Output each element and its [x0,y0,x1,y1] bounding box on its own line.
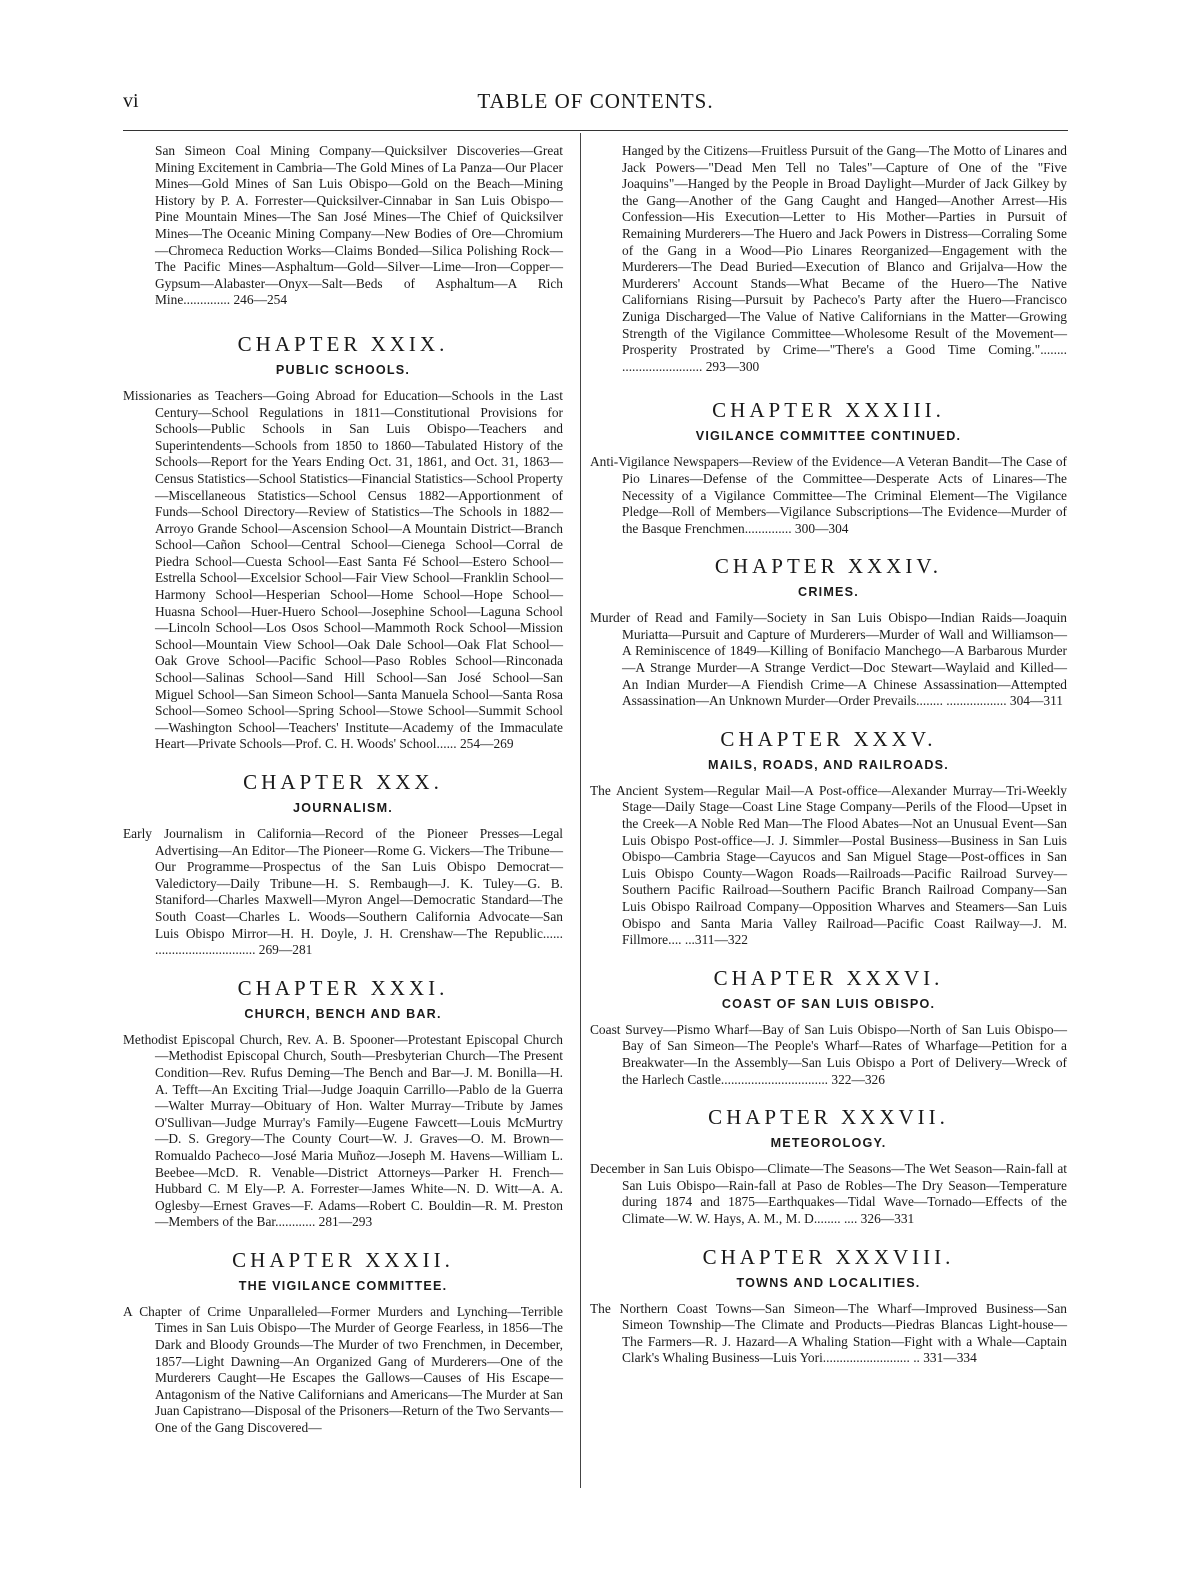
toc-entry-30: Early Journalism in California—Record of the Pioneer Presses—Legal Advertising—An Editor—The Pioneer—Rome G. Vickers—The Tribune—Our Programme—Prospectus of the San Luis Obispo Democrat—Valedictory—Daily Tribune—H. S. Rembaugh—J. K. Tuley—G. B. Staniford—Charles Maxwell—Myron Angel—Democratic Standard—The South Coast—Charles L. Woods—Southern California Advocate—San Luis Obispo Mirror—H. H. Doyle, J. H. Crenshaw—The Republic...... .............................. 269—281 [123,826,563,958]
toc-entry-continued: San Simeon Coal Mining Company—Quicksilver Discoveries—Great Mining Excitement in Cambria—The Gold Mines of La Panza—Our Placer Mines—Gold Mines of San Luis Obispo—Gold on the Beach—Mining History by P. A. Forrester—Quicksilver-Cinnabar in San Luis Obispo—Pine Mountain Mines—The San José Mines—The Chief of Quicksilver Mines—The Oceanic Mining Company—New Bodies of Ore—Chromium—Chromeca Reduction Works—Claims Bonded—Silica Polishing Rock—The Pacific Mines—Asphaltum—Gold—Silver—Lime—Iron—Copper—Gypsum—Alabaster—Onyx—Salt—Beds of Asphaltum—A Rich Mine.............. 246—254 [155,143,563,308]
chapter-subject-29: PUBLIC SCHOOLS. [275,362,411,377]
chapter-subject-31: CHURCH, BENCH AND BAR. [244,1006,442,1021]
chapter-heading-38: CHAPTER XXXVIII. [702,1244,955,1269]
header-rule [123,130,1068,131]
toc-entry-36: Coast Survey—Pismo Wharf—Bay of San Luis Obispo—North of San Luis Obispo—Bay of San Simeon—The People's Wharf—Rates of Wharfage—Petition for a Breakwater—In the Assembly—San Luis Obispo a Port of Delivery—Wreck of the Harlech Castle................................ 322—326 [590,1021,1067,1087]
chapter-subject-36: COAST OF SAN LUIS OBISPO. [721,996,936,1011]
chapter-heading-37: CHAPTER XXXVII. [708,1105,949,1130]
chapter-subject-38: TOWNS AND LOCALITIES. [736,1275,921,1290]
toc-entry-33: Anti-Vigilance Newspapers—Review of the Evidence—A Veteran Bandit—The Case of Pio Linares—Defense of the Committee—Desperate Acts of Linares—The Necessity of a Vigilance Committee—The Criminal Element—The Vigilance Pledge—Roll of Members—Vigilance Subscriptions—The Evidence—Murder of the Basque Frenchmen.............. 300—304 [590,454,1067,536]
running-head-title: TABLE OF CONTENTS. [477,89,714,113]
chapter-heading-35: CHAPTER XXXV. [720,726,937,751]
column-divider [580,133,581,1488]
page-number: vi [123,90,139,112]
chapter-subject-30: JOURNALISM. [293,801,393,815]
chapter-subject-34: CRIMES. [798,585,859,600]
right-column [590,143,1067,1367]
toc-entry-29: Missionaries as Teachers—Going Abroad for Education—Schools in the Last Century—School Regulations in 1811—Constitutional Provisions for Schools—Public Schools in San Luis Obispo—Teachers and Superintendents—Schools from 1850 to 1860—Tabulated History of the Schools—Report for the Years Ending Oct. 31, 1861, and Oct. 31, 1863—Census Statistics—School Statistics—Financial Statistics—School Property—Miscellaneous Statistics—School Census 1882—Apportionment of Funds—School Directory—Review of Statistics—The Schools in 1882—Arroyo Grande School—Ascension School—A Mountain District—Branch School—Cañon School—Central School—Cienega School—Corral de Piedra School—Cuesta School—East Santa Fé School—Estero School—Estrella School—Excelsior School—Fair View School—Franklin School—Harmony School—Hesperian School—Home School—Hope School—Huasna School—Huer-Huero School—Josephine School—Laguna School—Lincoln School—Los Osos School—Mammoth Rock School—Mission School—Mountain View School—Oak Dale School—Oak Flat School—Oak Grove School—Pacific School—Paso Robles School—Rinconada School—Salinas School—Sand Hill School—San José School—San Miguel School—San Simeon School—Santa Manuela School—Santa Rosa School—Someo School—Spring School—Stowe School—Summit School—Washington School—Teachers' Institute—Academy of the Immaculate Heart—Private Schools—Prof. C. H. Woods' School...... 254—269 [123,387,563,752]
toc-entry-35: The Ancient System—Regular Mail—A Post-office—Alexander Murray—Tri-Weekly Stage—Daily Stage—Coast Line Stage Company—Perils of the Flood—Upset in the Creek—A Noble Red Man—The Flood Abates—Not an Unusual Event—San Luis Obispo Post-office—J. J. Simmler—Postal Business—Business in San Luis Obispo—Cambria Stage—Cayucos and San Miguel Stage—Post-offices in San Luis Obispo County—Wagon Roads—Railroads—Pacific Railroad Survey—Southern Pacific Railroad—Southern Pacific Branch Railroad Company—San Luis Obispo Railroad Company—Opposition Wharves and Steamers—San Luis Obispo and Santa Maria Valley Railroad—Pacific Coast Railway—J. M. Fillmore.... ...311—322 [590,782,1067,948]
chapter-subject-33: VIGILANCE COMMITTEE CONTINUED. [695,429,962,444]
chapter-subject-37: METEOROLOGY. [770,1136,887,1151]
toc-entry-38: The Northern Coast Towns—San Simeon—The Wharf—Improved Business—San Simeon Township—The Climate and Products—Piedras Blancas Light-house—The Farmers—R. J. Hazard—A Whaling Station—Fight with a Whale—Captain Clark's Whaling Business—Luis Yori.......................... .. 331—334 [590,1300,1067,1366]
chapter-heading-32: CHAPTER XXXII. [232,1247,454,1272]
chapter-heading-29: CHAPTER XXIX. [237,331,449,356]
toc-entry-continued-32: Hanged by the Citizens—Fruitless Pursuit of the Gang—The Motto of Linares and Jack Powers—"Dead Men Tell no Tales"—Capture of One of the "Five Joaquins"—Hanged by the People in Broad Daylight—Murder of Jack Gilkey by the Gang—Another of the Gang Caught and Hanged—Another Arrest—His Confession—His Execution—Letter to His Mother—Parties in Pursuit of Remaining Murderers—The Huero and Jack Powers in Distress—Corraling Some of the Gang in a Wood—Pio Linares Reorganized—Engagement with the Murderers—The Dead Buried—Execution of Blanco and Grijalva—How the Murderers' Account Stands—What Became of the Huero—The Native Californians Rising—Pursuit by Pacheco's Party after the Huero—Francisco Zuniga Discharged—The Value of Native Californians in the Matter—Growing Strength of the Vigilance Committee—Wholesome Result of the Movement—Prosperity Prostrated by Crime—"There's a Good Time Coming."........ ........................ 293—300 [622,143,1067,374]
chapter-heading-33: CHAPTER XXXIII. [712,398,945,423]
toc-entry-34: Murder of Read and Family—Society in San Luis Obispo—Indian Raids—Joaquin Muriatta—Pursuit and Capture of Murderers—Murder of Wall and Williamson—A Reminiscence of 1849—Killing of Bonifacio Manchego—A Barbarous Murder—A Strange Murder—A Strange Verdict—Doc Stewart—Waylaid and Killed—An Indian Murder—A Fiendish Crime—A Chinese Assassination—Attempted Assassination—An Unknown Murder—Order Prevails........ .................. 304—311 [590,610,1067,709]
chapter-subject-32: THE VIGILANCE COMMITTEE. [238,1278,448,1293]
toc-entry-31: Methodist Episcopal Church, Rev. A. B. Spooner—Protestant Episcopal Church—Methodist Episcopal Church, South—Presbyterian Church—The Present Condition—Rev. Rufus Deming—The Bench and Bar—J. M. Bonilla—H. A. Tefft—An Exciting Trial—Judge Joaquin Carrillo—Pablo de la Guerra—Walter Murray—Obituary of Hon. Walter Murray—Tribute by James O'Sullivan—Judge Murray's Family—Eugene Fawcett—Louis McMurtry—D. S. Gregory—The County Court—W. J. Graves—O. M. Brown—Romualdo Pacheco—José Maria Muñoz—Joseph M. Havens—William L. Beebee—McD. R. Venable—District Attorneys—Parker H. French—Hubbard C. M Ely—P. A. Forrester—James White—N. D. Witt—A. A. Oglesby—Ernest Graves—F. Adams—Robert C. Bouldin—R. M. Preston—Members of the Bar............ 281—293 [123,1031,563,1230]
left-column [123,143,563,1437]
chapter-heading-31: CHAPTER XXXI. [237,975,449,1000]
chapter-subject-35: MAILS, ROADS, AND RAILROADS. [708,757,949,772]
chapter-heading-30: CHAPTER XXX. [243,770,443,794]
chapter-heading-36: CHAPTER XXXVI. [713,965,944,990]
chapter-heading-34: CHAPTER XXXIV. [714,554,943,579]
toc-entry-37: December in San Luis Obispo—Climate—The Seasons—The Wet Season—Rain-fall at San Luis Obispo—Rain-fall at Paso de Robles—The Dry Season—Temperature during 1874 and 1875—Earthquakes—Tidal Wave—Tornado—Effects of the Climate—W. W. Hays, A. M., M. D........ .... 326—331 [590,1161,1067,1226]
toc-entry-32: A Chapter of Crime Unparalleled—Former Murders and Lynching—Terrible Times in San Luis Obispo—The Murder of George Fearless, in 1856—The Dark and Bloody Grounds—The Murder of two Frenchmen, in December, 1857—Light Dawning—An Organized Gang of Murderers—One of the Murderers Caught—He Escapes the Gallows—Causes of His Escape—Antagonism of the Native Californians and Americans—The Murder at San Juan Capistrano—Disposal of the Prisoners—Return of the Two Servants—One of the Gang Discovered— [123,1303,563,1436]
